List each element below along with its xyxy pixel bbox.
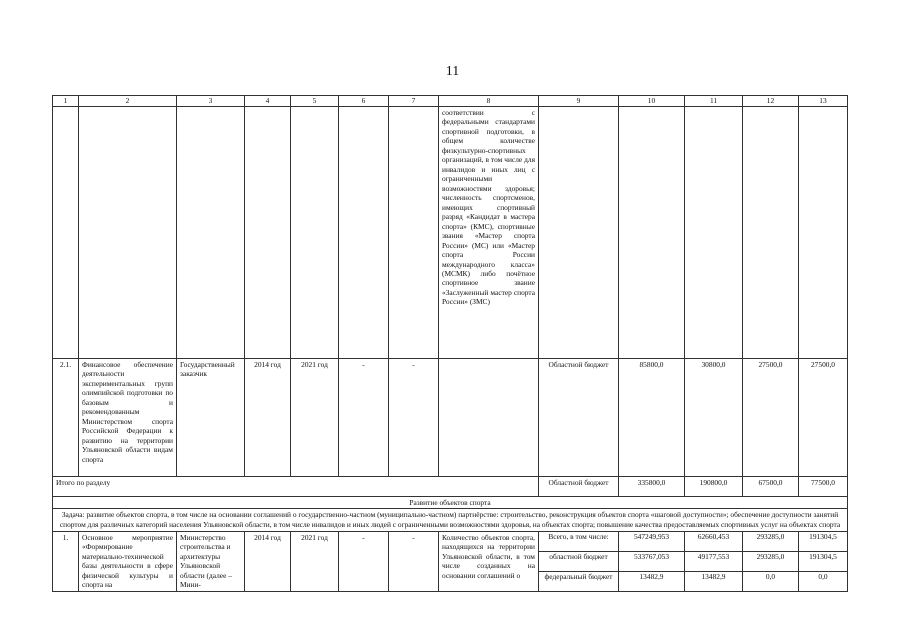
end-year: 2021 год [291,531,339,591]
amount-2016: 27500,0 [799,359,848,477]
task-text: Задача: развитие объектов спорта, в том числе на основании соглашений о государственно-частном (муниципально-частном) партнёрстве: строительство, реконструкция объектов спорта «шаговой доступности»; обеспечение доступности занятий спортом для различных категорий населения Ульяновской области, в том числе инвалидов и иных людей с ограниченными возможностями здоровья, на объектах спорта; повышение качества предоставляемых спортивных услуг на объектах спорта [53,509,848,531]
indicator-text: соответствии с федеральными стандартами спортивной подготовки, в общем количестве физкультурно-спортивных организаций, в том числе для инвалидов и иных лиц с ограниченными возможностями здоровья; численность спортсменов, имеющих спортивный разряд «Кандидат в мастера спорта» (КМС), спортивные звания «Мастер спорта России» (МС) или «Мастер спорта России международного класса» (МСМК) либо почётное спортивное звание «Заслуженный мастер спорта России» (ЗМС) [439,107,539,359]
amount-2015: 27500,0 [743,359,799,477]
executor: Государственный заказчик [177,359,245,477]
header-cell: 4 [245,96,291,107]
total-amount: 335800,0 [619,477,685,497]
end-year: 2021 год [291,359,339,477]
amount-2015: 67500,0 [743,477,799,497]
amount-2014: 62660,453 [685,532,742,552]
activity-name: Финансовое обеспечение деятельности экспериментальных групп олимпийской подготовки по базовым и рекомендованным Министерством спорта Российской Федерации к развитию на территории Ульяновской области видам спорта [79,359,177,477]
header-cell: 6 [339,96,389,107]
amount-2016: 191304,5 [799,532,847,552]
funding-source: Областной бюджет [539,477,619,497]
section-title-row [53,497,848,509]
total-amount: 13482,9 [639,571,664,581]
continued-row [53,107,848,359]
amount-2016: 0,0 [818,571,828,581]
header-cell: 11 [685,96,743,107]
section-title: Развитие объектов спорта [53,497,848,509]
activity-name: Основное мероприятие «Формирование материально-технической базы деятельности в сфере физической культуры и спорта на [79,531,177,591]
header-cell: 1 [53,96,79,107]
amounts-2014 [685,531,743,591]
col7-value: - [389,531,439,591]
source-label: федеральный бюджет [544,571,613,581]
amount-2015: 293285,0 [743,532,798,552]
header-cell: 13 [799,96,848,107]
amount-2015: 0,0 [765,571,776,581]
amount-2014: 13482,9 [701,571,726,581]
row-number: 2.1. [53,359,79,477]
col6-value: - [339,531,389,591]
total-amount: 85800,0 [619,359,685,477]
amount-2016: 77500,0 [799,477,848,497]
amount-2014: 190800,0 [685,477,743,497]
header-cell: 12 [743,96,799,107]
header-cell: 10 [619,96,685,107]
indicator-text: Количество объектов спорта, находящихся на территории Ульяновской области, в том числе созданных на основании соглашений о [439,531,539,591]
header-cell: 5 [291,96,339,107]
header-cell: 2 [79,96,177,107]
task-row [53,509,848,531]
col7-value: - [389,359,439,477]
amount-2014: 30800,0 [685,359,743,477]
amount-2014: 49177,553 [685,552,742,572]
header-cell: 8 [439,96,539,107]
page-number: 11 [445,64,460,79]
funding-source: Областной бюджет [539,359,619,477]
total-amount: 547249,953 [619,532,684,552]
table-row [53,359,848,477]
total-amounts [619,531,685,591]
total-amount: 533767,053 [619,552,684,572]
header-cell: 3 [177,96,245,107]
header-cell: 9 [539,96,619,107]
amount-2015: 293285,0 [743,552,798,572]
column-number-row [53,96,848,107]
executor: Министерство строительства и архитектуры Ульяновской области (далее – Мини- [177,531,245,591]
amounts-2015 [743,531,799,591]
section-total-row [53,477,848,497]
start-year: 2014 год [245,531,291,591]
funding-sources [539,531,619,591]
amounts-2016 [799,531,848,591]
start-year: 2014 год [245,359,291,477]
row-number: 1. [53,531,79,591]
source-label: Всего, в том числе: [539,532,618,552]
table-row [53,531,848,591]
source-label: областной бюджет [539,552,618,572]
col6-value: - [339,359,389,477]
amount-2016: 191304,5 [799,552,847,572]
section-total-label: Итого по разделу [53,477,539,497]
header-cell: 7 [389,96,439,107]
program-table [52,95,848,592]
